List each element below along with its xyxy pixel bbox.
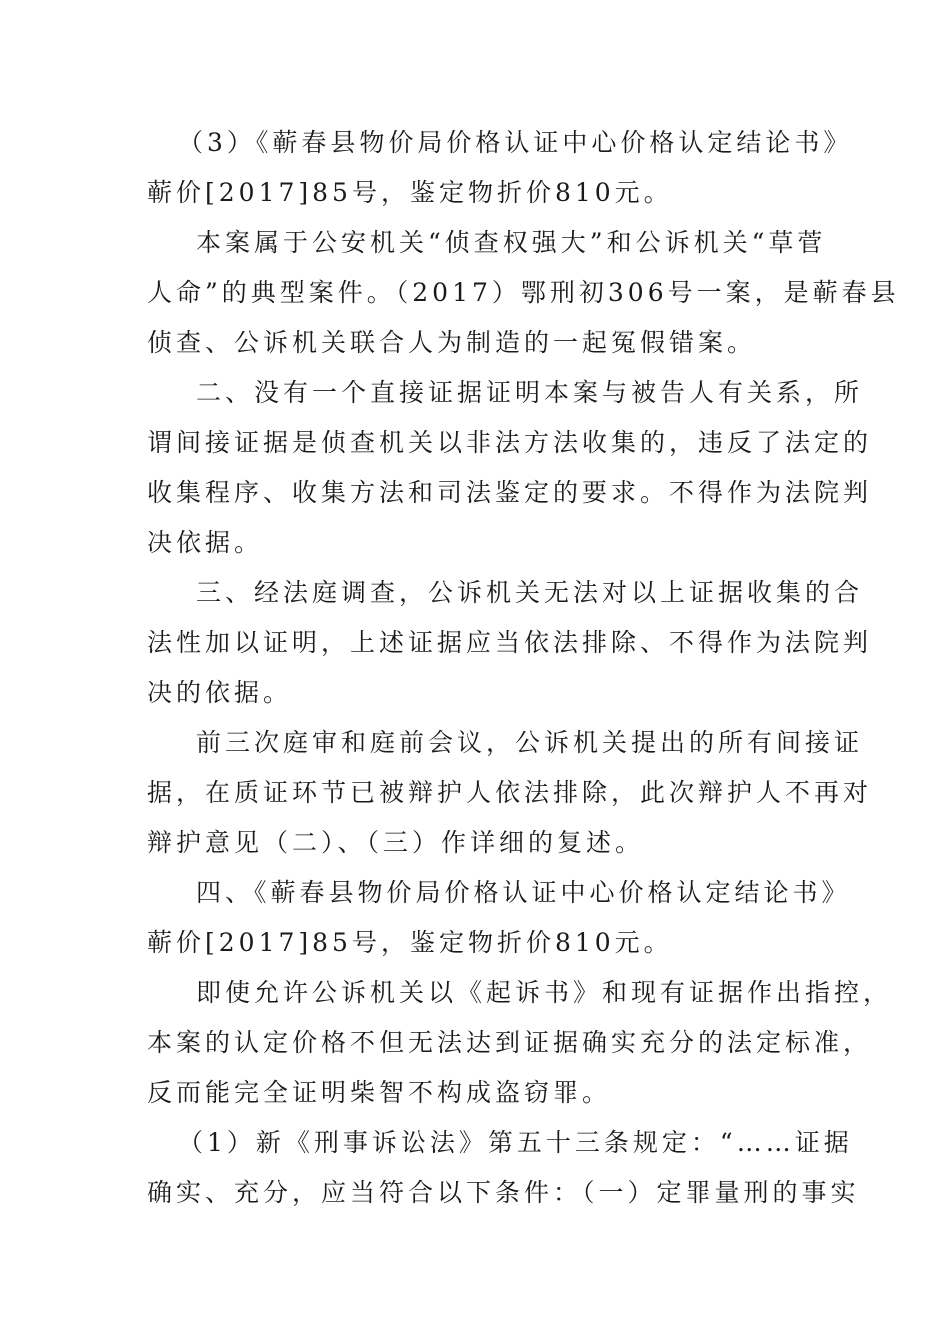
text-line: 本案属于公安机关“侦查权强大”和公诉机关“草菅 (196, 228, 827, 257)
text-line: 三、经法庭调查，公诉机关无法对以上证据收集的合 (196, 578, 864, 607)
text-line: （3）《蕲春县物价局价格认证中心价格认定结论书》 (178, 128, 853, 157)
text-line: 确实、充分，应当符合以下条件：（一）定罪量刑的事实 (147, 1178, 860, 1207)
text-line: 二、没有一个直接证据证明本案与被告人有关系，所 (196, 378, 864, 407)
text-line: 决的依据。 (147, 678, 293, 707)
text-line: 谓间接证据是侦查机关以非法方法收集的，违反了法定的 (147, 428, 873, 457)
text-line: 收集程序、收集方法和司法鉴定的要求。不得作为法院判 (147, 478, 873, 507)
text-line: 辩护意见（二）、（三）作详细的复述。 (147, 828, 645, 857)
text-line: （1）新《刑事诉讼法》第五十三条规定：“……证据 (178, 1128, 853, 1157)
text-line: 四、《蕲春县物价局价格认证中心价格认定结论书》 (196, 878, 851, 907)
text-line: 即使允许公诉机关以《起诉书》和现有证据作出指控， (196, 978, 893, 1007)
text-line: 法性加以证明，上述证据应当依法排除、不得作为法院判 (147, 628, 873, 657)
text-line: 人命”的典型案件。（2017）鄂刑初306号一案，是蕲春县 (147, 278, 900, 307)
text-line: 前三次庭审和庭前会议，公诉机关提出的所有间接证 (196, 728, 864, 757)
text-line: 反而能完全证明柴智不构成盗窃罪。 (147, 1078, 612, 1107)
text-line: 侦查、公诉机关联合人为制造的一起冤假错案。 (147, 328, 757, 357)
text-line: 据，在质证环节已被辩护人依法排除，此次辩护人不再对 (147, 778, 873, 807)
text-line: 蕲价[2017]85号，鉴定物折价810元。 (147, 178, 673, 207)
text-line: 蕲价[2017]85号，鉴定物折价810元。 (147, 928, 673, 957)
text-line: 决依据。 (147, 528, 264, 557)
text-line: 本案的认定价格不但无法达到证据确实充分的法定标准， (147, 1028, 873, 1057)
